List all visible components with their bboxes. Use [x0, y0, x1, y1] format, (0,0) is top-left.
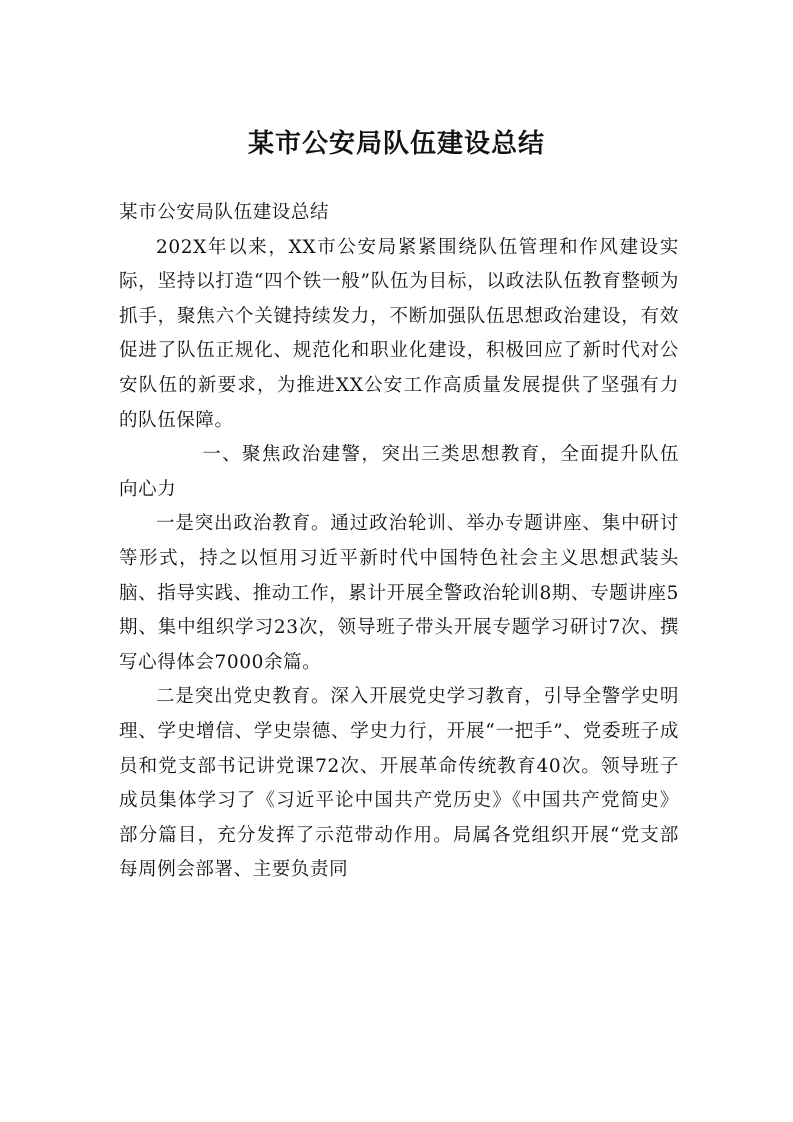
document-body	[119, 196, 679, 888]
paragraph-party-history-education: 二是突出党史教育。深入开展党史学习教育，引导全警学史明理、学史增信、学史崇德、学史力行，开展“一把手”、党委班子成员和党支部书记讲党课72次、开展革命传统教育40次。领导班子成员集体学习了《习近平论中国共产党历史》《中国共产党简史》部分篇目，充分发挥了示范带动作用。局属各党组织开展“党支部每周例会部署、主要负责同	[119, 686, 679, 881]
intro-paragraph: 202X年以来，XX市公安局紧紧围绕队伍管理和作风建设实际，坚持以打造“四个铁一般”队伍为目标，以政法队伍教育整顿为抓手，聚焦六个关键持续发力，不断加强队伍思想政治建设，有效促进了队伍正规化、规范化和职业化建设，积极回应了新时代对公安队伍的新要求，为推进XX公安工作高质量发展提供了坚强有力的队伍保障。	[119, 236, 679, 431]
document-title: 某市公安局队伍建设总结	[247, 129, 545, 159]
document-subtitle: 某市公安局队伍建设总结	[119, 202, 330, 223]
section-heading-1: 一、聚焦政治建警，突出三类思想教育，全面提升队伍向心力	[119, 444, 679, 500]
paragraph-political-education: 一是突出政治教育。通过政治轮训、举办专题讲座、集中研讨等形式，持之以恒用习近平新时代中国特色社会主义思想武装头脑、指导实践、推动工作，累计开展全警政治轮训8期、专题讲座5期、集中组织学习23次，领导班子带头开展专题学习研讨7次、撰写心得体会7000余篇。	[119, 513, 679, 673]
